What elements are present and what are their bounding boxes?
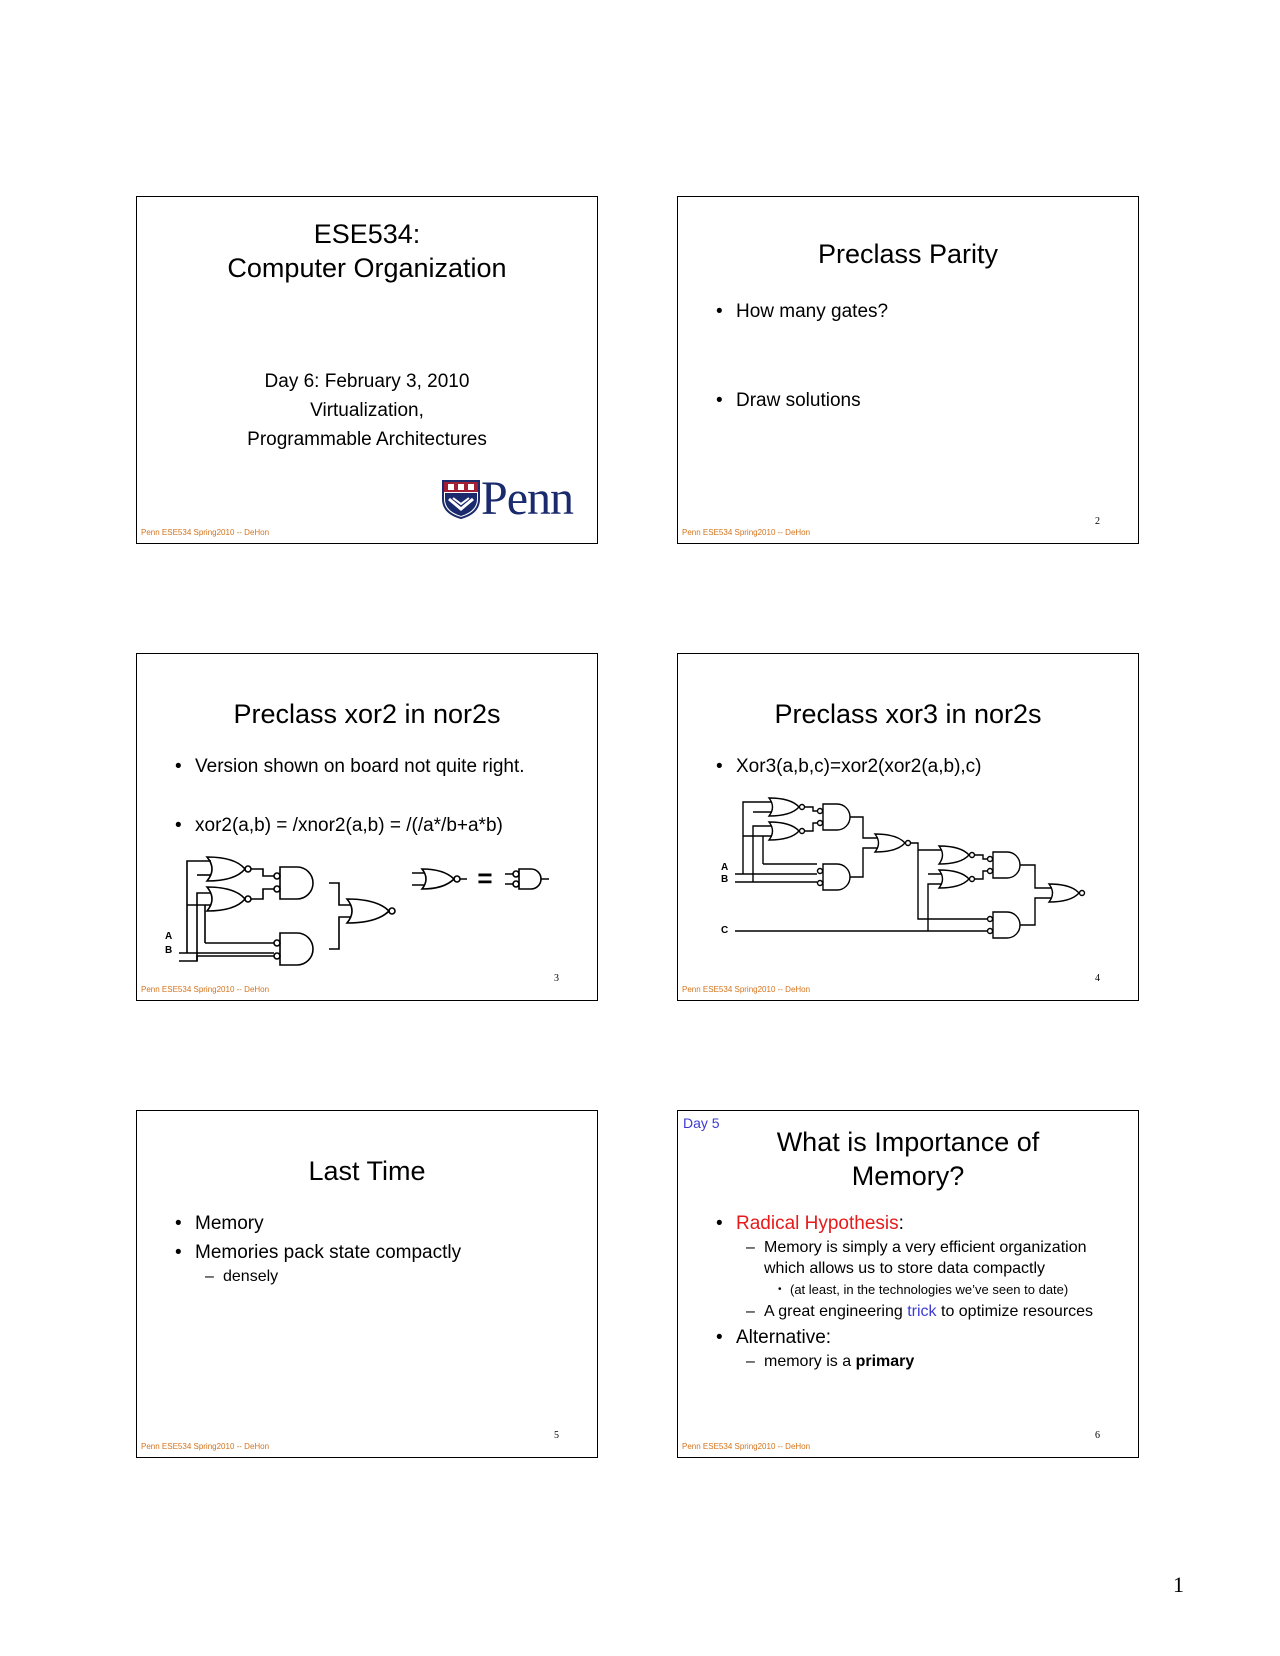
slide-2-bullets-2	[716, 390, 1128, 412]
page-number: 1	[1173, 1572, 1184, 1597]
penn-logo-text: Penn	[481, 472, 573, 525]
sub-item	[746, 1351, 1128, 1372]
slide-footer: Penn ESE534 Spring2010 -- DeHon	[141, 985, 270, 994]
slide-footer: Penn ESE534 Spring2010 -- DeHon	[682, 985, 811, 994]
sub-list	[195, 1266, 587, 1287]
sub-sub-list	[764, 1281, 1128, 1299]
list-item: • Version shown on board not quite right.	[175, 756, 587, 778]
xor2-nor-circuit-diagram	[157, 849, 577, 969]
slide-footer: Penn ESE534 Spring2010 -- DeHon	[141, 1442, 270, 1451]
list-item	[716, 1213, 1128, 1322]
slide-6-title-line1: What is Importance of	[776, 1127, 1040, 1157]
alternative-label: Alternative:	[736, 1327, 832, 1348]
xor3-nor-circuit-diagram	[713, 794, 1133, 944]
slide-1-title-line1: ESE534:	[313, 219, 421, 249]
sub-item	[746, 1301, 1128, 1322]
input-label-b: B	[165, 945, 173, 956]
slide-5-title: Last Time	[308, 1156, 426, 1186]
slide-3-bullets-2	[175, 815, 587, 837]
slide-1-title-line2: Computer Organization	[227, 253, 507, 283]
sub-sub-item: • (at least, in the technologies we’ve seen to date)	[778, 1281, 1128, 1299]
slide-number: 2	[1095, 516, 1100, 527]
slide-4-bullets	[716, 756, 1128, 778]
list-item: • Draw solutions	[716, 390, 1128, 412]
slide-6-bullets	[716, 1213, 1128, 1372]
colon: :	[898, 1213, 904, 1234]
slide-6-title-line2: Memory?	[851, 1161, 965, 1191]
day-tag: Day 5	[683, 1115, 720, 1131]
slide-4-title: Preclass xor3 in nor2s	[774, 699, 1042, 729]
sub-item: – densely	[205, 1266, 587, 1287]
input-label-a: A	[721, 862, 729, 873]
slide-number: 6	[1095, 1430, 1100, 1441]
penn-shield-icon	[441, 479, 481, 519]
slide-3	[136, 653, 598, 1001]
list-item-text: Memories pack state compactly	[195, 1242, 462, 1263]
radical-hypothesis-label: Radical Hypothesis	[736, 1213, 899, 1234]
list-item: • xor2(a,b) = /xnor2(a,b) = /(/a*/b+a*b)	[175, 815, 587, 837]
slide-1-subtitle-line1: Day 6: February 3, 2010	[264, 371, 470, 392]
trick-word: trick	[907, 1303, 937, 1320]
slide-1	[136, 196, 598, 544]
input-label-b: B	[721, 874, 729, 885]
slide-number: 4	[1095, 973, 1100, 984]
slide-footer: Penn ESE534 Spring2010 -- DeHon	[682, 528, 811, 537]
list-item: • Memory	[175, 1213, 587, 1235]
slide-5	[136, 1110, 598, 1458]
input-label-a: A	[165, 931, 173, 942]
primary-word: primary	[855, 1353, 915, 1370]
slide-2-title: Preclass Parity	[817, 239, 999, 269]
slide-2-bullets	[716, 301, 1128, 323]
slide-3-title: Preclass xor2 in nor2s	[233, 699, 501, 729]
slide-1-subtitle-line2: Virtualization,	[310, 400, 424, 421]
sub-item	[746, 1237, 1128, 1299]
slide-1-subtitle-line3: Programmable Architectures	[247, 429, 487, 450]
sub-item-text: Memory is simply a very efficient organization which allows us to store data compactly	[764, 1239, 1087, 1277]
list-item: • Xor3(a,b,c)=xor2(xor2(a,b),c)	[716, 756, 1128, 778]
slide-footer: Penn ESE534 Spring2010 -- DeHon	[682, 1442, 811, 1451]
slide-footer: Penn ESE534 Spring2010 -- DeHon	[141, 528, 270, 537]
slide-number: 3	[554, 973, 559, 984]
sub-item-pre: memory is a	[764, 1353, 856, 1370]
penn-logo	[441, 472, 591, 525]
input-label-c: C	[721, 925, 729, 936]
sub-item-post: to optimize resources	[936, 1303, 1094, 1320]
list-item	[175, 1242, 587, 1287]
slide-number: 5	[554, 1430, 559, 1441]
list-item	[716, 1327, 1128, 1372]
slide-2	[677, 196, 1139, 544]
list-item: • How many gates?	[716, 301, 1128, 323]
equals-symbol: =	[477, 863, 493, 893]
sub-item-pre: A great engineering	[764, 1303, 908, 1320]
sub-list	[736, 1237, 1128, 1322]
slide-3-bullets	[175, 756, 587, 778]
slide-5-bullets	[175, 1213, 587, 1287]
sub-list	[736, 1351, 1128, 1372]
slide-6	[677, 1110, 1139, 1458]
slide-4	[677, 653, 1139, 1001]
